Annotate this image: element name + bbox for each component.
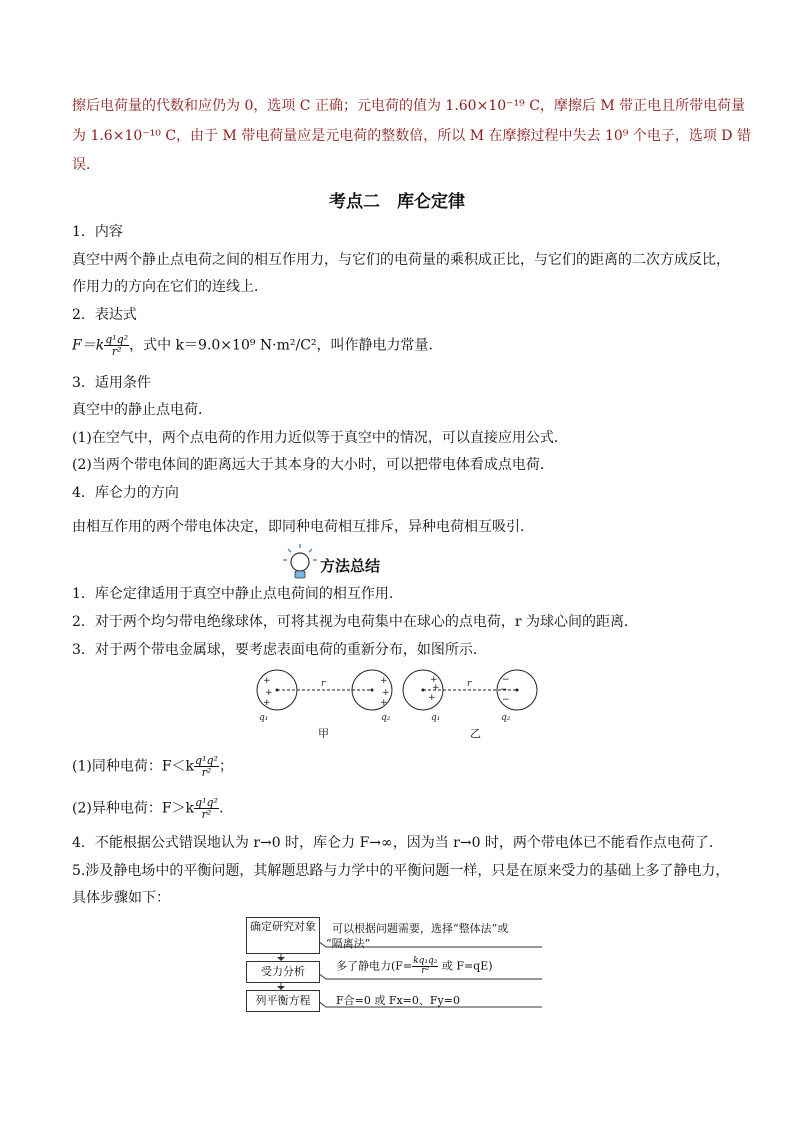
lightbulb-icon [282, 543, 318, 583]
svg-text:+: + [265, 688, 273, 698]
note-electric-force [336, 957, 493, 976]
note2-numerator: kq₁q₂ [413, 956, 438, 966]
note-equations: F合=0 或 Fx=0、Fy=0 [336, 994, 460, 1007]
svg-text:+: + [428, 693, 436, 703]
method-item-3: 3．对于两个带电金属球，要考虑表面电荷的重新分布，如图所示． [72, 642, 487, 658]
diff-prefix: (2)异种电荷：F＞k [72, 800, 195, 817]
label-r-jia: r [321, 679, 326, 689]
svg-text:+: + [382, 688, 390, 698]
method-item-1: 1．库仑定律适用于真空中静止点电荷间的相互作用． [72, 586, 403, 602]
method-item-4: 4．不能根据公式错误地认为 r→0 时，库仑力 F→∞，因为当 r→0 时，两个带电体已不能看作点电荷了． [72, 835, 723, 851]
svg-text:+: + [380, 698, 388, 708]
svg-text:−: − [502, 675, 510, 685]
step-determine-object: 确定研究对象 [246, 917, 320, 954]
label-q2-jia: q₂ [381, 713, 391, 723]
caption-jia: 甲 [318, 727, 329, 740]
note2-fraction [412, 957, 438, 976]
condition-2: (2)当两个带电体间的距离远大于其本身的大小时，可以把带电体看成点电荷． [72, 457, 554, 473]
diff-numerator: q¹q² [195, 796, 218, 809]
note2-prefix: 多了静电力(F= [336, 959, 413, 973]
content-paragraph-a: 真空中两个静止点电荷之间的相互作用力，与它们的电荷量的乘积成正比，与它们的距离的二次方成反比， [72, 252, 730, 268]
note-method-a: 可以根据问题需要，选择“整体法”或 [332, 922, 509, 935]
label-r-yi: r [467, 679, 472, 689]
coulomb-formula [72, 334, 443, 357]
content-paragraph-b: 作用力的方向在它们的连线上． [72, 279, 268, 295]
step-force-analysis: 受力分析 [246, 961, 320, 983]
charged-spheres-figure [255, 668, 545, 723]
svg-text:+: + [430, 675, 438, 685]
intro-line-1: 擦后电荷量的代数和应仍为 0，选项 C 正确；元电荷的值为 1.60×10⁻¹⁹ C，摩擦后 M 带正电且所带电荷量 [72, 98, 746, 114]
svg-text:−: − [500, 685, 508, 695]
heading-direction: 4．库仑力的方向 [72, 485, 179, 501]
diff-charge-inequality [72, 797, 223, 820]
condition-1: (1)在空气中，两个点电荷的作用力近似等于真空中的情况，可以直接应用公式． [72, 430, 568, 446]
method-item-2: 2．对于两个均匀带电绝缘球体，可将其视为电荷集中在球心的点电荷，r 为球心间的距离． [72, 614, 639, 630]
formula-denominator: r² [111, 345, 122, 358]
label-q2-yi: q₂ [501, 713, 511, 723]
intro-line-2: 为 1.6×10⁻¹⁰ C，由于 M 带电荷量应是元电荷的整数倍，所以 M 在摩擦过程中失去 10⁹ 个电子，选项 D 错 [72, 128, 751, 144]
diff-suffix: . [218, 800, 224, 817]
svg-text:+: + [263, 698, 271, 708]
svg-text:+: + [380, 676, 388, 686]
label-q1-yi: q₁ [431, 713, 441, 723]
same-numerator: q¹q² [195, 754, 218, 767]
direction-text: 由相互作用的两个带电体决定，即同种电荷相互排斥，异种电荷相互吸引． [72, 519, 534, 535]
same-denominator: r² [201, 766, 212, 779]
note-method-b: “隔离法” [326, 937, 371, 950]
svg-text:+: + [263, 676, 271, 686]
method-item-5a: 5.涉及静电场中的平衡问题，其解题思路与力学中的平衡问题一样，只是在原来受力的基础上多了静电力， [72, 863, 730, 879]
intro-line-3: 误． [72, 157, 100, 173]
section-title: 考点二 库仑定律 [329, 192, 465, 212]
same-prefix: (1)同种电荷：F＜k [72, 758, 195, 775]
conditions-text: 真空中的静止点电荷． [72, 402, 212, 418]
formula-numerator: q¹q² [105, 333, 129, 346]
formula-fraction [104, 334, 129, 357]
method-summary-header [282, 543, 422, 583]
heading-conditions: 3．适用条件 [72, 375, 151, 391]
heading-content: 1．内容 [72, 224, 123, 240]
method-item-5b: 具体步骤如下： [72, 890, 170, 906]
step-equilibrium-equation: 列平衡方程 [246, 990, 320, 1012]
same-fraction [194, 755, 219, 778]
label-q1-jia: q₁ [259, 713, 269, 723]
note2-suffix: 或 F=qE) [438, 959, 493, 973]
caption-yi: 乙 [470, 727, 481, 740]
same-suffix: ； [218, 758, 233, 775]
note2-denominator: r² [421, 966, 430, 976]
diff-fraction [194, 797, 219, 820]
formula-lhs: F＝k [72, 337, 105, 354]
svg-text:−: − [502, 695, 510, 705]
same-charge-inequality [72, 755, 233, 778]
formula-rest: ，式中 k＝9.0×10⁹ N·m²/C²，叫作静电力常量． [129, 337, 443, 354]
heading-expression: 2．表达式 [72, 307, 137, 323]
diff-denominator: r² [201, 808, 212, 821]
method-summary-title: 方法总结 [320, 557, 381, 575]
svg-text:+: + [432, 683, 440, 693]
